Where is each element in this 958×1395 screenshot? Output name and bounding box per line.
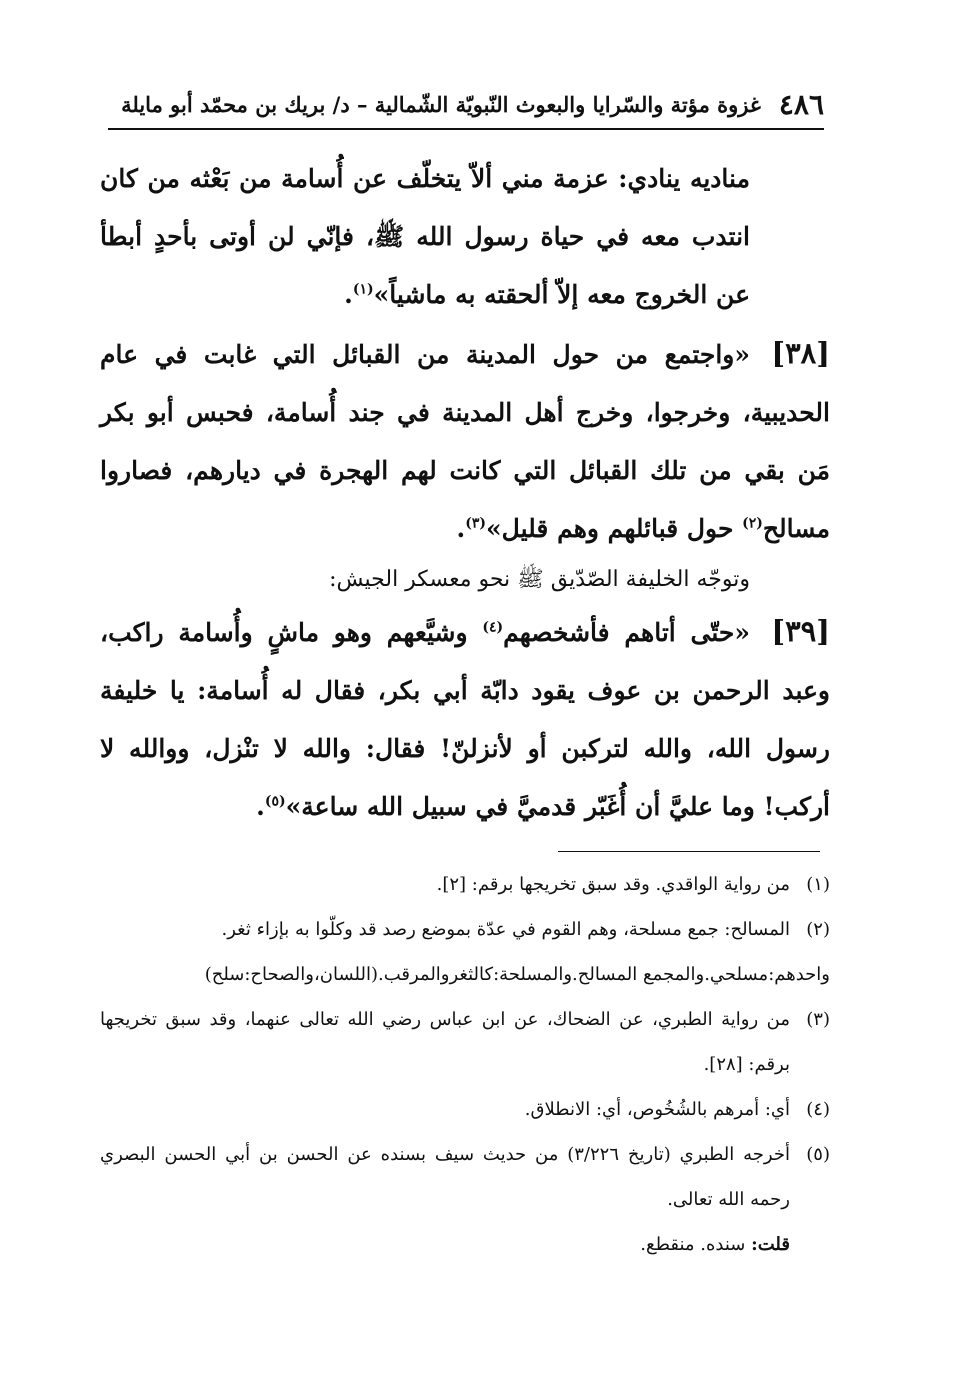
footnote-ref[interactable]: (٤) xyxy=(482,619,504,636)
footnote-text: من رواية الطبري، عن الضحاك، عن ابن عباس رضي الله تعالى عنهما، وقد سبق تخريجها برقم: [٢٨]. xyxy=(100,1009,790,1075)
footnote xyxy=(100,1132,830,1222)
paragraph-end: . xyxy=(344,280,353,309)
footnote-text: من رواية الواقدي. وقد سبق تخريجها برقم: [٢]. xyxy=(436,874,790,895)
page-header xyxy=(108,82,824,126)
footnote-ref[interactable]: (٢) xyxy=(742,515,763,532)
footnote-marker: (٤) xyxy=(806,1099,830,1120)
footnote xyxy=(100,997,830,1087)
main-text xyxy=(100,150,830,836)
narration-end: . xyxy=(256,792,265,821)
footnote xyxy=(100,862,830,907)
header-rule xyxy=(108,128,824,130)
transition-line: وتوجّه الخليفة الصّدّيق ﷺ نحو معسكر الجيش: xyxy=(329,567,750,592)
narration-end: . xyxy=(456,514,466,543)
footnote-marker: (٥) xyxy=(806,1144,830,1165)
narration-text: حول قبائلهم وهم قليل» xyxy=(486,514,743,543)
note-text: سنده. منقطع. xyxy=(640,1234,752,1255)
footnote-marker: (٢) xyxy=(806,919,830,940)
footnote-text: أي: أمرهم بالشُخُوص، أي: الانطلاق. xyxy=(524,1099,790,1120)
footnote-ref[interactable]: (١) xyxy=(352,281,374,298)
running-title: غزوة مؤتة والسّرايا والبعوث النّبويّة الشّمالية – د/ بريك بن محمّد أبو مايلة xyxy=(121,91,761,117)
footnote xyxy=(100,1087,830,1132)
paragraph-text: مناديه ينادي: عزمة مني ألاّ يتخلّف عن أُسامة من بَعْثه من كان انتدب معه في حياة رسول الله ﷺ، فإنّي لن أوتى بأحدٍ أبطأ عن الخروج معه إلاّ ألحقته به ماشياً» xyxy=(100,164,750,309)
footnote-text: المسالح: جمع مسلحة، وهم القوم في عدّة بموضع رصد قد وكلّوا به بإزاء ثغر. xyxy=(221,919,790,940)
footnote-ref[interactable]: (٣) xyxy=(465,515,487,532)
narration-number: [٣٨] xyxy=(771,336,830,370)
footnote-text: أخرجه الطبري (تاريخ ٣/٢٢٦) من حديث سيف بسنده عن الحسن بن أبي الحسن البصري رحمه الله تعالى. xyxy=(100,1144,790,1210)
narration-text: «واجتمع من حول المدينة من القبائل التي غابت في عام الحديبية، وخرجوا، وخرج أهل المدينة في جند أُسامة، فحبس أبو بكر مَن بقي من تلك القبائل التي كانت لهم الهجرة في ديارهم، فصاروا مسالح xyxy=(100,340,830,543)
editor-note xyxy=(100,1222,830,1267)
narration-number: [٣٩] xyxy=(771,614,830,648)
page-number: ٤٨٦ xyxy=(778,87,824,121)
footnote-marker: (٣) xyxy=(806,1009,830,1030)
narration-text: «حتّى أتاهم فأشخصهم xyxy=(503,618,750,647)
footnote-continuation: واحدهم:مسلحي.والمجمع المسالح.والمسلحة:كالثغروالمرقب.(اللسان،والصحاح:سلح) xyxy=(204,964,830,985)
continued-paragraph xyxy=(100,150,830,324)
footnote-separator xyxy=(558,851,820,852)
footnote xyxy=(100,907,830,952)
narration-38 xyxy=(100,324,830,558)
narration-39 xyxy=(100,602,830,836)
narration-text: وشيَّعهم وهو ماشٍ وأُسامة راكب، وعبد الرحمن بن عوف يقود دابّة أبي بكر، فقال له أُسامة: يا خليفة رسول الله، والله لتركبن أو لأنزلنّ! فقال: والله لا تنْزل، ووالله لا أركب! وما عليَّ أن أُغَبّر قدميَّ في سبيل الله ساعة» xyxy=(100,618,830,821)
footnote-ref[interactable]: (٥) xyxy=(264,793,286,810)
note-label: قلت: xyxy=(751,1234,790,1255)
footnotes xyxy=(100,862,830,1267)
footnote-marker: (١) xyxy=(806,874,830,895)
